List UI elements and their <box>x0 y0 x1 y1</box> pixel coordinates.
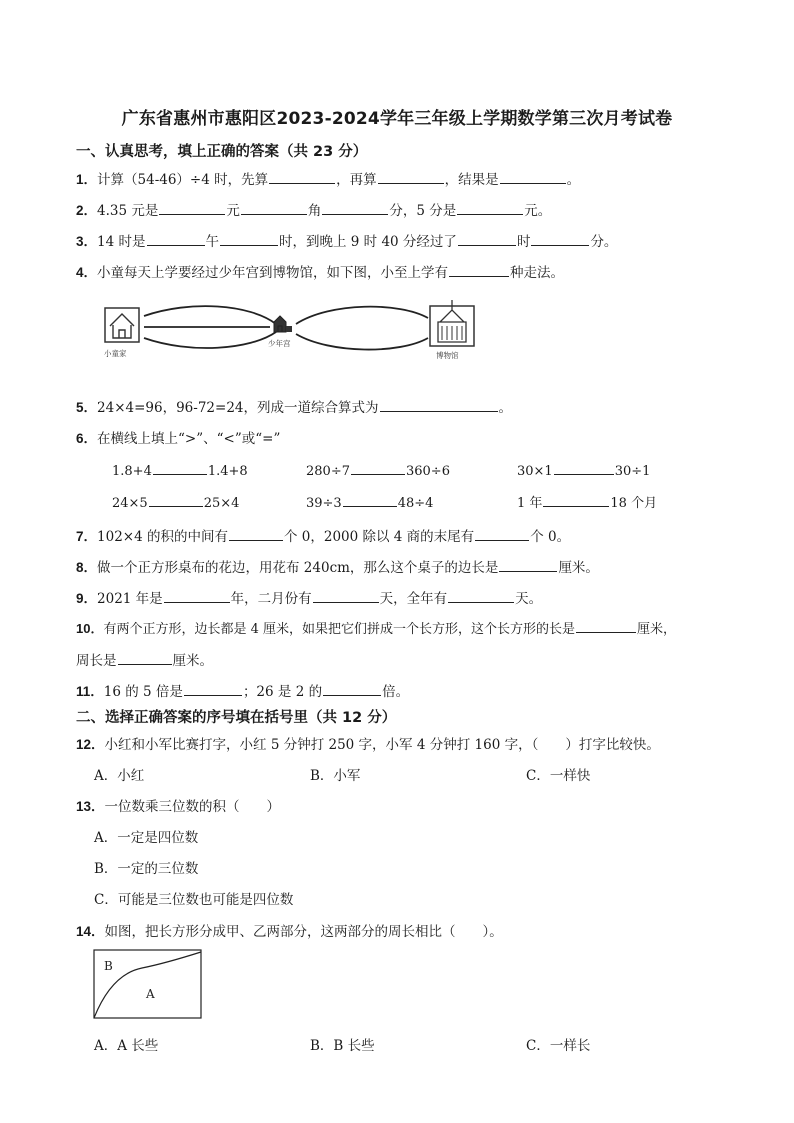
question-text: 24×4=96，96-72=24，列成一道综合算式为 <box>97 400 379 416</box>
question-7 <box>76 525 570 545</box>
question-text: ，再算 <box>336 172 377 188</box>
answer-blank[interactable] <box>499 557 557 572</box>
question-text: 小童每天上学要经过少年宫到博物馆，如下图，小至上学有 <box>97 265 449 281</box>
region-b-label: B <box>104 959 113 973</box>
answer-blank[interactable] <box>313 588 379 603</box>
question-text: 有两个正方形，边长都是 4 厘米，如果把它们拼成一个长方形，这个长方形的长是 <box>103 622 576 637</box>
question-2 <box>76 199 551 219</box>
question-text: 个 0，2000 除以 4 商的末尾有 <box>283 529 475 545</box>
question-number: 2． <box>76 203 98 218</box>
answer-blank[interactable] <box>554 460 614 475</box>
question-13 <box>76 795 280 815</box>
answer-blank[interactable] <box>269 169 335 184</box>
route-line <box>296 307 428 324</box>
museum-label: 博物馆 <box>436 351 459 360</box>
route-line <box>296 334 428 350</box>
youth-palace-label: 少年宫 <box>268 339 291 348</box>
question-text: 4.35 元是 <box>97 203 159 219</box>
compare-item <box>112 492 239 511</box>
answer-blank[interactable] <box>500 169 566 184</box>
question-text: ；26 是 2 的 <box>242 684 323 700</box>
question-text: 2021 年是 <box>97 591 163 607</box>
museum-icon <box>430 300 474 346</box>
answer-blank[interactable] <box>159 200 225 215</box>
compare-item <box>306 460 450 479</box>
answer-blank[interactable] <box>241 200 307 215</box>
question-text: 元。 <box>524 203 552 219</box>
question-1 <box>76 168 580 188</box>
home-label: 小童家 <box>104 349 127 358</box>
answer-blank[interactable] <box>164 588 230 603</box>
question-5 <box>76 396 512 416</box>
answer-blank[interactable] <box>457 200 523 215</box>
answer-blank[interactable] <box>576 618 636 633</box>
rectangle-figure <box>92 948 204 1022</box>
question-8 <box>76 556 599 576</box>
question-number: 9． <box>76 591 98 606</box>
compare-left: 39÷3 <box>306 496 342 511</box>
question-11 <box>76 680 409 700</box>
question-text: 时 <box>516 234 531 250</box>
page-title: 广东省惠州市惠阳区2023-2024学年三年级上学期数学第三次月考试卷 <box>121 109 673 129</box>
question-text: 。 <box>498 400 512 416</box>
option-c[interactable]: C．可能是三位数也可能是四位数 <box>94 892 294 908</box>
section-2-heading: 二、选择正确答案的序号填在括号里（共 12 分） <box>76 710 397 726</box>
answer-blank[interactable] <box>351 460 405 475</box>
compare-right: 1.4+8 <box>207 464 248 479</box>
question-text: 在横线上填上“>”、“<”或“=” <box>97 431 281 447</box>
question-14 <box>76 920 503 940</box>
question-number: 1． <box>76 172 98 187</box>
answer-blank[interactable] <box>458 231 516 246</box>
question-text: 分。 <box>590 234 618 250</box>
option-b[interactable]: B．一定的三位数 <box>94 861 199 877</box>
question-text: 天。 <box>515 591 543 607</box>
region-a-label: A <box>146 987 155 1001</box>
question-text: 种走法。 <box>510 265 565 281</box>
option-b[interactable]: B．B 长些 <box>310 1038 375 1054</box>
compare-right: 30÷1 <box>614 464 651 479</box>
option-a[interactable]: A．小红 <box>94 768 145 784</box>
question-number: 10． <box>76 621 104 636</box>
question-text: 厘米。 <box>558 560 599 576</box>
answer-blank[interactable] <box>153 460 207 475</box>
question-text: 时，到晚上 9 时 40 分经过了 <box>279 234 457 250</box>
question-6 <box>76 427 280 447</box>
option-c[interactable]: C．一样快 <box>526 768 591 784</box>
question-text: 如图，把长方形分成甲、乙两部分，这两部分的周长相比（ ）。 <box>104 924 503 940</box>
compare-item <box>517 492 657 511</box>
route-line <box>144 332 276 348</box>
compare-right: 25×4 <box>203 496 240 511</box>
question-4 <box>76 261 564 281</box>
answer-blank[interactable] <box>448 588 514 603</box>
question-text: 年，二月份有 <box>230 591 312 607</box>
question-text: 个 0。 <box>530 529 571 545</box>
question-text: 。 <box>566 172 581 188</box>
compare-left: 1.8+4 <box>112 464 152 479</box>
question-text: 周长是 <box>76 653 117 669</box>
answer-blank[interactable] <box>184 681 242 696</box>
compare-left: 30×1 <box>517 464 553 479</box>
question-3 <box>76 230 617 250</box>
question-12 <box>76 733 660 753</box>
question-9 <box>76 587 542 607</box>
youth-palace-icon <box>274 316 292 332</box>
question-number: 8． <box>76 560 98 575</box>
compare-item <box>517 460 650 479</box>
question-text: 小红和小军比赛打字，小红 5 分钟打 250 字，小军 4 分钟打 160 字，（ ）打字比较快。 <box>104 737 660 753</box>
question-text: 厘米， <box>637 622 677 637</box>
answer-blank[interactable] <box>543 492 609 507</box>
section-1-heading: 一、认真思考，填上正确的答案（共 23 分） <box>76 144 368 160</box>
compare-right: 18 个月 <box>610 496 658 511</box>
question-text: 午 <box>205 234 219 250</box>
compare-left: 1 年 <box>517 496 543 511</box>
question-text: 16 的 5 倍是 <box>103 684 183 700</box>
question-text: ，结果是 <box>444 172 499 188</box>
question-10-continued <box>76 649 213 669</box>
option-a[interactable]: A．一定是四位数 <box>94 830 199 846</box>
answer-blank[interactable] <box>343 492 397 507</box>
option-c[interactable]: C．一样长 <box>526 1038 591 1054</box>
option-b[interactable]: B．小军 <box>310 768 361 784</box>
answer-blank[interactable] <box>229 526 283 541</box>
question-number: 6． <box>76 431 98 446</box>
question-text: 角 <box>307 203 322 219</box>
question-number: 14． <box>76 924 105 939</box>
compare-right: 48÷4 <box>397 496 434 511</box>
question-text: 一位数乘三位数的积（ ） <box>104 799 281 815</box>
route-line <box>144 306 276 324</box>
question-text: 14 时是 <box>97 234 146 250</box>
question-text: 做一个正方形桌布的花边，用花布 240cm，那么这个桌子的边长是 <box>97 560 499 576</box>
question-number: 7． <box>76 529 98 544</box>
answer-blank[interactable] <box>531 231 589 246</box>
answer-blank[interactable] <box>449 262 509 277</box>
answer-blank[interactable] <box>322 200 388 215</box>
question-number: 4． <box>76 265 98 280</box>
house-icon <box>105 308 139 342</box>
compare-left: 280÷7 <box>306 464 350 479</box>
compare-right: 360÷6 <box>405 464 450 479</box>
question-number: 3． <box>76 234 98 249</box>
question-number: 5． <box>76 400 98 415</box>
compare-item <box>306 492 433 511</box>
option-a[interactable]: A．A 长些 <box>94 1038 159 1054</box>
answer-blank[interactable] <box>380 397 498 412</box>
question-number: 12． <box>76 737 105 752</box>
question-10 <box>76 618 676 637</box>
question-text: 厘米。 <box>172 653 213 669</box>
question-number: 13． <box>76 799 105 814</box>
question-text: 元 <box>226 203 240 219</box>
answer-blank[interactable] <box>147 231 205 246</box>
answer-blank[interactable] <box>118 650 172 665</box>
answer-blank[interactable] <box>378 169 444 184</box>
answer-blank[interactable] <box>220 231 278 246</box>
question-text: 分，5 分是 <box>389 203 457 219</box>
answer-blank[interactable] <box>323 681 381 696</box>
compare-left: 24×5 <box>112 496 148 511</box>
question-text: 102×4 的积的中间有 <box>97 529 228 545</box>
question-text: 倍。 <box>382 684 410 700</box>
compare-item <box>112 460 248 479</box>
question-number: 11． <box>76 684 104 699</box>
answer-blank[interactable] <box>149 492 203 507</box>
question-text: 天，全年有 <box>379 591 448 607</box>
answer-blank[interactable] <box>475 526 529 541</box>
question-text: 计算（54-46）÷4 时，先算 <box>97 172 269 188</box>
route-diagram <box>100 296 490 368</box>
